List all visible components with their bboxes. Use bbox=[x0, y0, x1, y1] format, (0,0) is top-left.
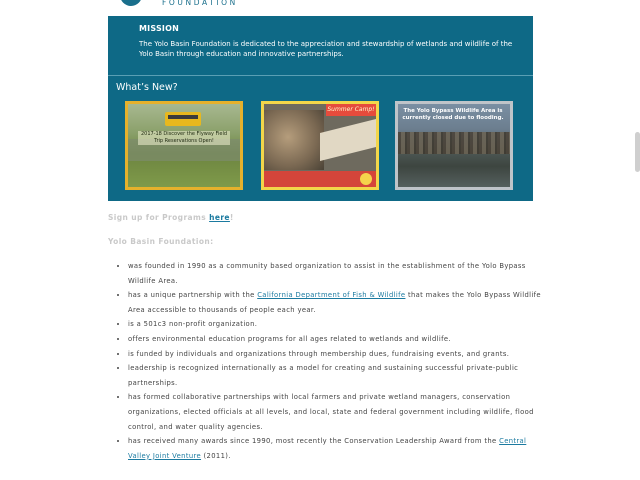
field-trip-image bbox=[128, 104, 240, 187]
scrollbar-thumb[interactable] bbox=[635, 132, 640, 172]
whats-new-title: What’s New? bbox=[116, 82, 178, 93]
list-item bbox=[128, 317, 548, 332]
flooded-trees bbox=[398, 132, 510, 154]
list-item-text: (2011). bbox=[201, 451, 231, 460]
cvjv-link[interactable]: Central Valley Joint Venture bbox=[128, 437, 527, 460]
summer-camp-image bbox=[264, 104, 376, 187]
list-item-text: offers environmental education programs for all ages related to wetlands and wildlife. bbox=[128, 334, 451, 343]
mission-text: The Yolo Basin Foundation is dedicated to the appreciation and stewardship of wetlands and wildlife of the Yolo Basin through education and innovative partnerships. bbox=[139, 40, 513, 58]
badge-icon bbox=[360, 173, 372, 185]
foundation-facts-list bbox=[112, 259, 548, 463]
signup-here-link[interactable]: here bbox=[209, 213, 230, 222]
list-item-text: has a unique partnership with the bbox=[128, 291, 258, 300]
list-item bbox=[128, 288, 548, 317]
logo-text: FOUNDATION bbox=[162, 0, 238, 7]
logo-mark-icon bbox=[120, 0, 142, 6]
decorative-stripe bbox=[320, 119, 376, 161]
list-item bbox=[128, 347, 548, 362]
mission-title: MISSION bbox=[139, 24, 179, 33]
list-item bbox=[128, 390, 548, 434]
list-item bbox=[128, 434, 548, 463]
summer-camp-banner: Summer Camp! bbox=[326, 104, 376, 116]
list-item-text: has formed collaborative partnerships with local farmers and private wetland managers, conservation organizations, elected officials at all levels, and local, state and federal government including wildlife, flood control, and water quality agencies. bbox=[128, 393, 534, 431]
list-item-text: is funded by individuals and organizations through membership dues, fundraising events, and grants. bbox=[128, 349, 510, 358]
flooding-image bbox=[398, 104, 510, 187]
list-item bbox=[128, 361, 548, 390]
list-item-text: is a 501c3 non-profit organization. bbox=[128, 320, 258, 329]
signup-prefix: Sign up for Programs bbox=[108, 213, 210, 222]
mission-panel bbox=[108, 16, 533, 75]
school-bus-image bbox=[165, 112, 201, 126]
closure-caption: The Yolo Bypass Wildlife Area is currently closed due to flooding. bbox=[402, 108, 504, 121]
list-item bbox=[128, 259, 548, 288]
signup-line bbox=[108, 213, 234, 222]
campers-photo bbox=[264, 110, 324, 170]
field-trip-caption: 2017-18 Discover the Flyway Field Trip Reservations Open! bbox=[138, 131, 230, 145]
yolo-basin-heading: Yolo Basin Foundation: bbox=[108, 237, 214, 246]
signup-suffix: ! bbox=[229, 213, 234, 222]
list-item-text: was founded in 1990 as a community based organization to assist in the establishment of the Yolo Bypass Wildlife Area. bbox=[128, 262, 526, 285]
list-item-text: that makes the Yolo Bypass Wildlife Area accessible to thousands of people each year. bbox=[128, 291, 541, 314]
list-item-text: leadership is recognized internationally as a model for creating and sustaining successful private-public partnerships. bbox=[128, 364, 519, 387]
news-card-field-trips[interactable] bbox=[125, 101, 243, 190]
cdfw-link[interactable]: California Department of Fish & Wildlife bbox=[257, 291, 406, 300]
whats-new-panel bbox=[108, 76, 533, 201]
news-card-summer-camp[interactable] bbox=[261, 101, 379, 190]
list-item-text: has received many awards since 1990, most recently the Conservation Leadership Award from the bbox=[128, 437, 500, 446]
news-card-closure[interactable] bbox=[395, 101, 513, 190]
list-item bbox=[128, 332, 548, 347]
